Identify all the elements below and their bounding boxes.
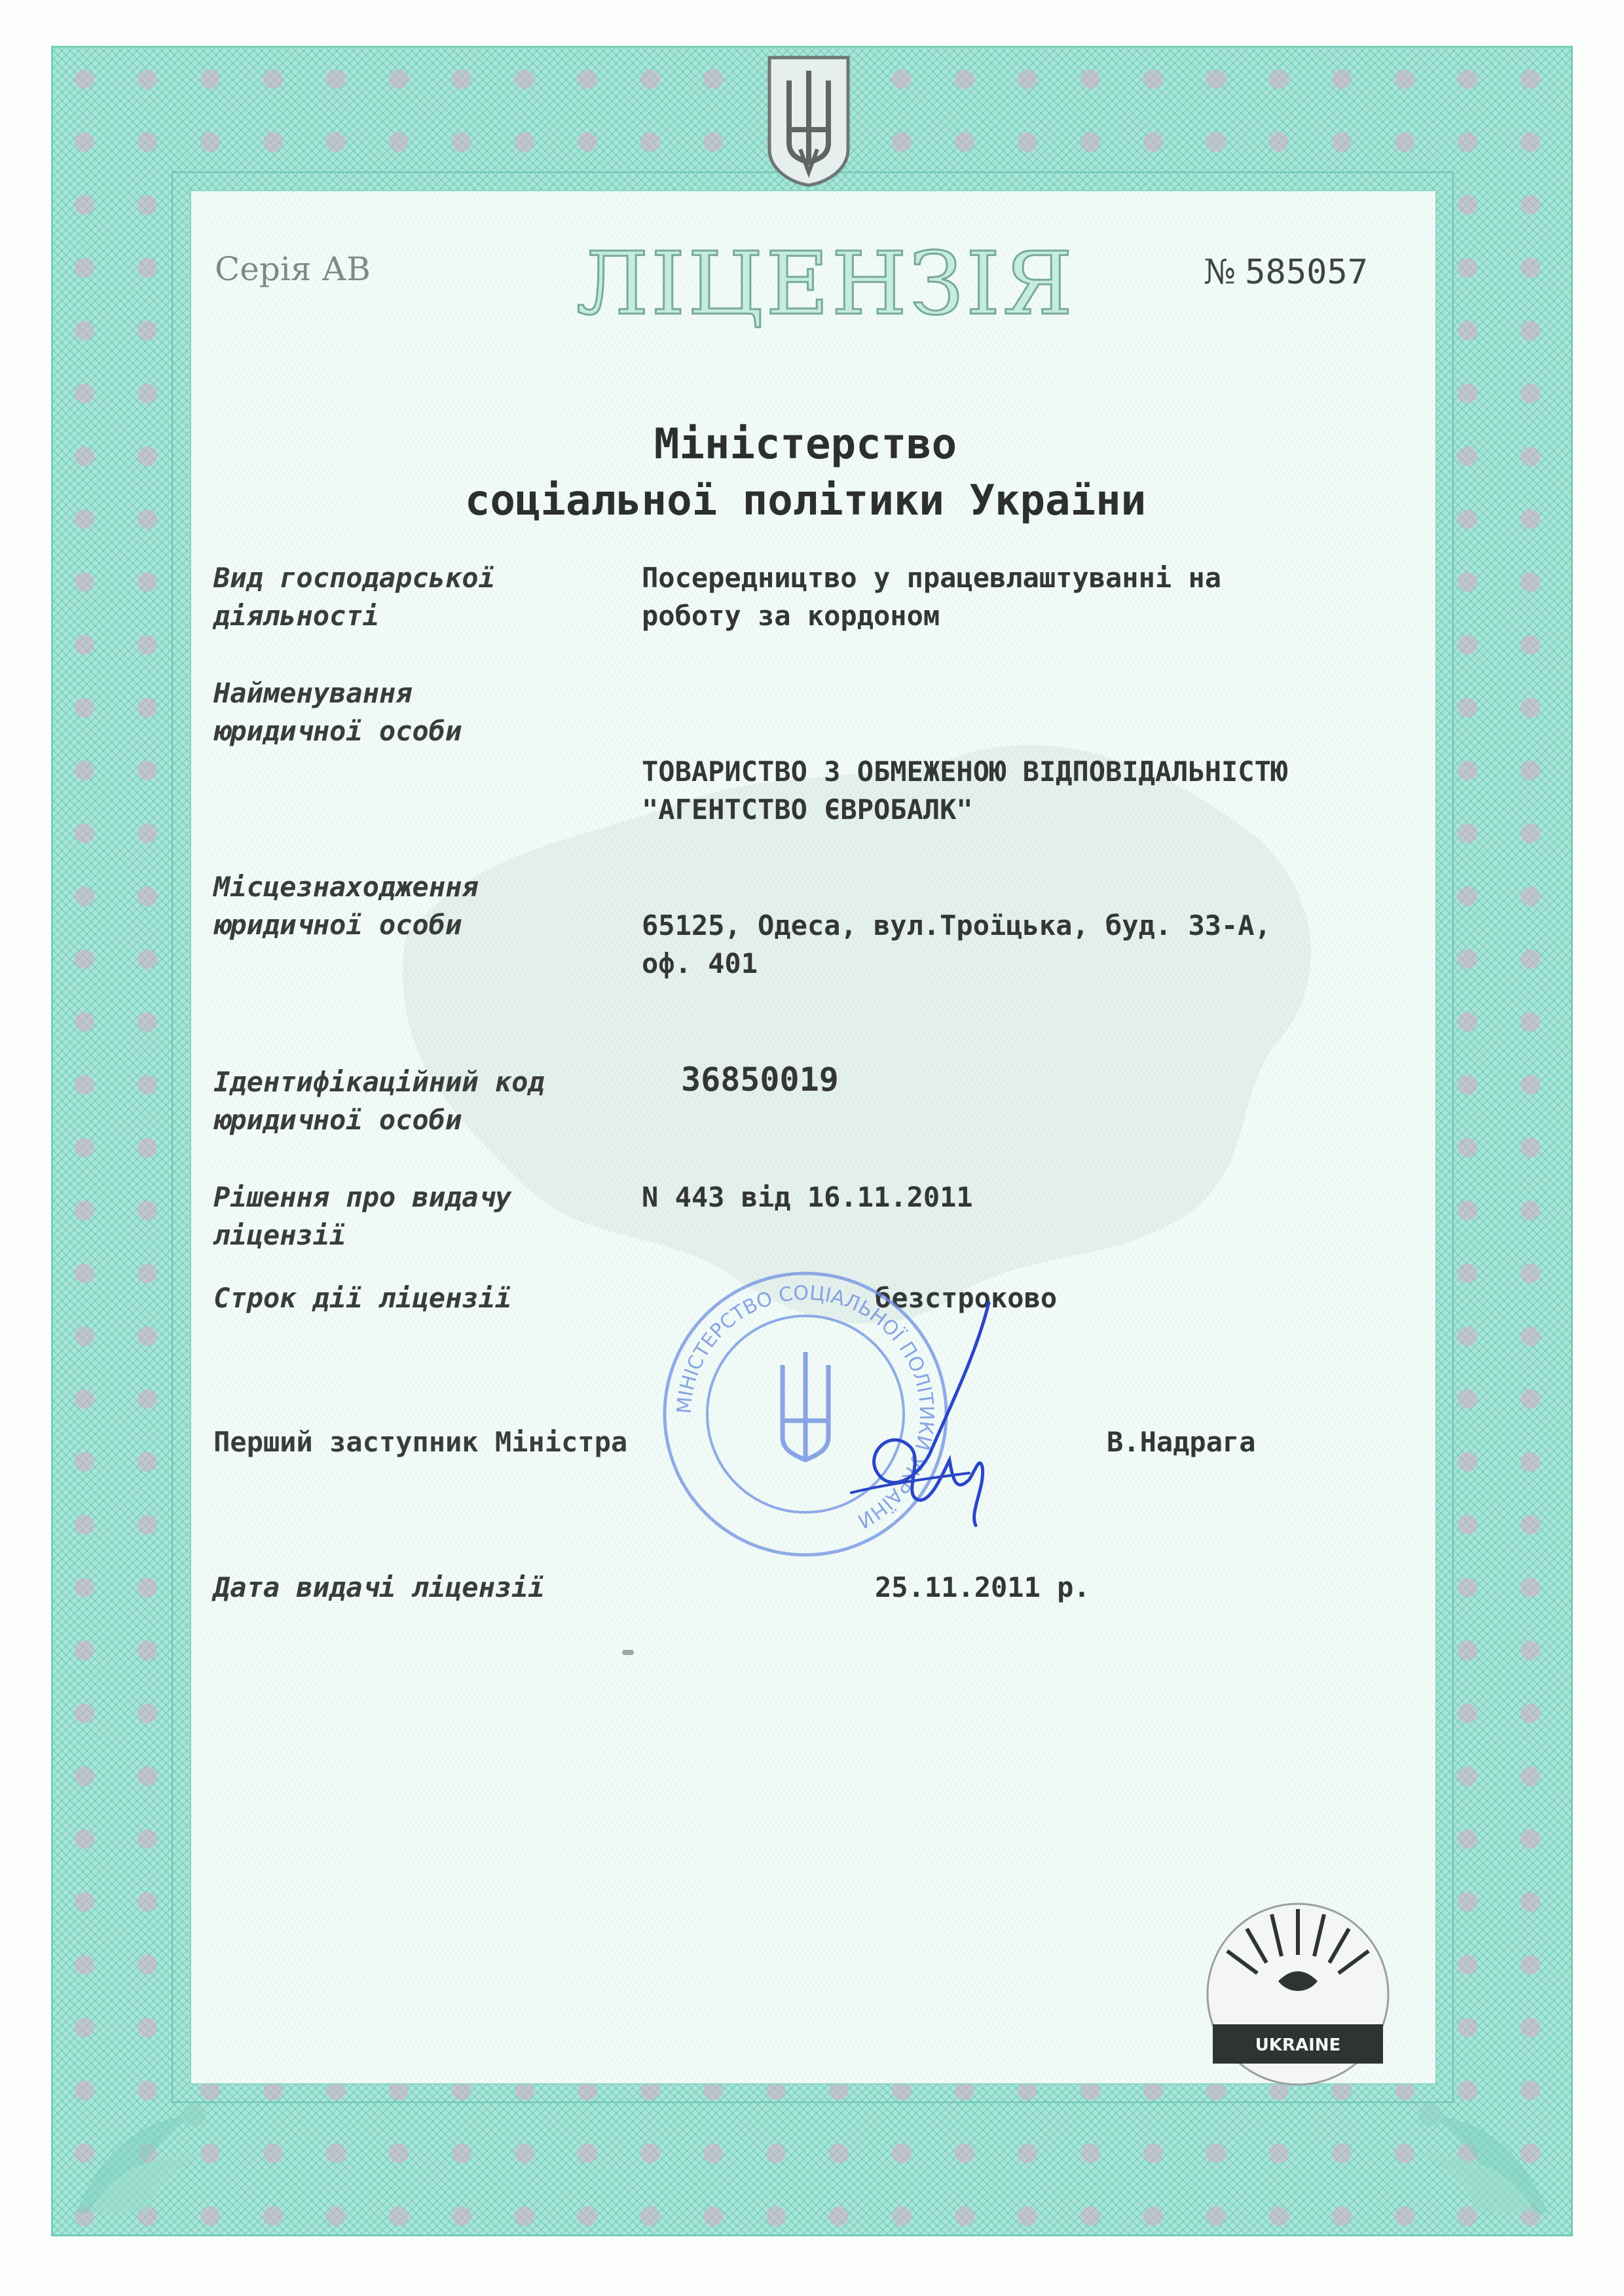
number-sign: № xyxy=(1204,253,1236,292)
term-label: Строк дії ліцензії xyxy=(213,1282,512,1314)
activity-value: Посередництво у працевлаштуванні на роботу за кордоном xyxy=(642,562,1222,632)
license-title: ЛІЦЕНЗІЯ xyxy=(576,234,1075,335)
decision-label: Рішення про видачу ліцензії xyxy=(213,1181,512,1251)
term-value: безстроково xyxy=(875,1282,1058,1314)
hologram-label: UKRAINE xyxy=(1255,2035,1341,2055)
stamp-ring-text: МІНІСТЕРСТВО СОЦІАЛЬНОЇ ПОЛІТИКИ УКРАЇНИ xyxy=(673,1281,938,1533)
activity-label: Вид господарської діяльності xyxy=(213,562,495,632)
issuing-ministry xyxy=(249,416,1362,529)
issue-date-value: 25.11.2011 р. xyxy=(875,1571,1090,1603)
trident-emblem-icon xyxy=(760,51,858,189)
handwritten-signature xyxy=(838,1296,1035,1532)
security-hologram xyxy=(1200,1896,1396,2092)
license-number xyxy=(1204,253,1368,292)
ministry-line-2: соціальної політики України xyxy=(464,477,1147,525)
issue-date-label: Дата видачі ліцензії xyxy=(213,1571,545,1603)
location-value: 65125, Одеса, вул.Троїцька, буд. 33-А, оф. 401 xyxy=(642,909,1271,979)
scan-speck xyxy=(622,1650,634,1655)
legal-name-label: Найменування юридичної особи xyxy=(213,677,462,747)
id-code-value: 36850019 xyxy=(681,1061,839,1099)
id-code-label: Ідентифікаційний код юридичної особи xyxy=(213,1066,545,1136)
license-series: Серія АВ xyxy=(215,250,371,288)
location-label: Місцезнаходження юридичної особи xyxy=(213,871,479,941)
decision-value: N 443 від 16.11.2011 xyxy=(642,1181,973,1213)
license-number-value: 585057 xyxy=(1245,253,1369,292)
signer-position-label: Перший заступник Міністра xyxy=(213,1426,628,1458)
signer-name: В.Надрага xyxy=(1107,1426,1256,1458)
legal-name-value: ТОВАРИСТВО З ОБМЕЖЕНОЮ ВІДПОВІДАЛЬНІСТЮ "АГЕНТСТВО ЄВРОБАЛК" xyxy=(642,756,1288,826)
ministry-line-1: Міністерство xyxy=(654,420,957,469)
